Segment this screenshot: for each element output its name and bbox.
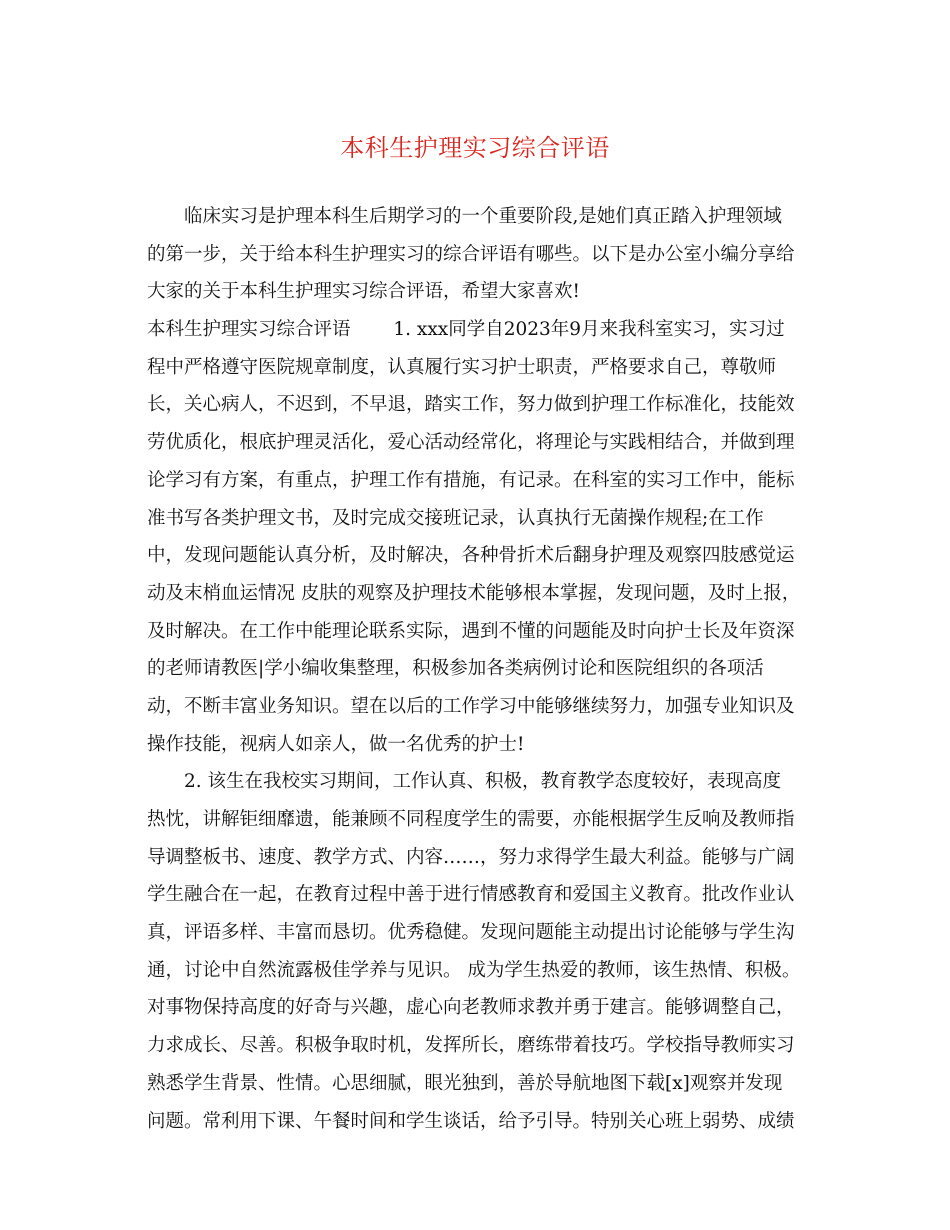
body-line: 的第一步，关于给本科生护理实习的综合评语有哪些。以下是办公室小编分享给 (147, 243, 795, 265)
body-line: 及时解决。在工作中能理论联系实际，遇到不懂的问题能及时向护士长及年资深 (147, 620, 795, 642)
body-line: 程中严格遵守医院规章制度，认真履行实习护士职责，严格要求自己，尊敬师 (147, 356, 777, 378)
body-line: 论学习有方案，有重点，护理工作有措施，有记录。在科室的实习工作中，能标 (147, 469, 795, 491)
document-body (147, 198, 808, 1140)
body-line: 劳优质化，根底护理灵活化，爱心活动经常化，将理论与实践相结合，并做到理 (147, 432, 795, 454)
body-line: 2. 该生在我校实习期间，工作认真、积极，教育教学态度较好，表现高度 (147, 771, 782, 793)
body-line: 力求成长、尽善。积极争取时机，发挥所长，磨练带着技巧。学校指导教师实习 (147, 1035, 795, 1057)
body-line: 通，讨论中自然流露极佳学养与见识。 成为学生热爱的教师，该生热情、积极。 (147, 959, 801, 981)
body-line: 大家的关于本科生护理实习综合评语，希望大家喜欢! (147, 281, 580, 303)
body-line: 热忱，讲解钜细靡遗，能兼顾不同程度学生的需要，亦能根据学生反响及教师指 (147, 809, 795, 830)
body-line: 本科生护理实习综合评语 1. xxx同学自2023年9月来我科室实习，实习过 (147, 319, 785, 341)
body-line: 长，关心病人，不迟到，不早退，踏实工作，努力做到护理工作标准化，技能效 (147, 394, 795, 416)
body-line: 对事物保持高度的好奇与兴趣，虚心向老教师求教并勇于建言。能够调整自己， (147, 997, 795, 1019)
body-line: 的老师请教医|学小编收集整理，积极参加各类病例讨论和医院组织的各项活 (147, 658, 764, 680)
body-line: 导调整板书、速度、教学方式、内容……，努力求得学生最大利益。能够与广阔 (147, 846, 795, 868)
body-line: 学生融合在一起，在教育过程中善于进行情感教育和爱国主义教育。批改作业认 (147, 884, 795, 906)
body-line: 临床实习是护理本科生后期学习的一个重要阶段,是她们真正踏入护理领域 (147, 206, 782, 227)
body-line: 熟悉学生背景、性情。心思细腻，眼光独到，善於导航地图下载[x]观察并发现 (147, 1072, 783, 1094)
body-line: 问题。常利用下课、午餐时间和学生谈话，给予引导。特别关心班上弱势、成绩 (147, 1110, 795, 1132)
body-line: 操作技能，视病人如亲人，做一名优秀的护士! (147, 733, 525, 755)
document-title: 本科生护理实习综合评语 (340, 134, 610, 162)
body-line: 中，发现问题能认真分析，及时解决，各种骨折术后翻身护理及观察四肢感觉运 (147, 545, 795, 567)
body-line: 动，不断丰富业务知识。望在以后的工作学习中能够继续努力，加强专业知识及 (147, 695, 795, 717)
body-line: 准书写各类护理文书，及时完成交接班记录，认真执行无菌操作规程;在工作 (147, 507, 764, 529)
body-line: 真，评语多样、丰富而恳切。优秀稳健。发现问题能主动提出讨论能够与学生沟 (147, 922, 795, 944)
body-line: 动及末梢血运情况 皮肤的观察及护理技术能够根本掌握，发现问题，及时上报， (147, 582, 801, 604)
